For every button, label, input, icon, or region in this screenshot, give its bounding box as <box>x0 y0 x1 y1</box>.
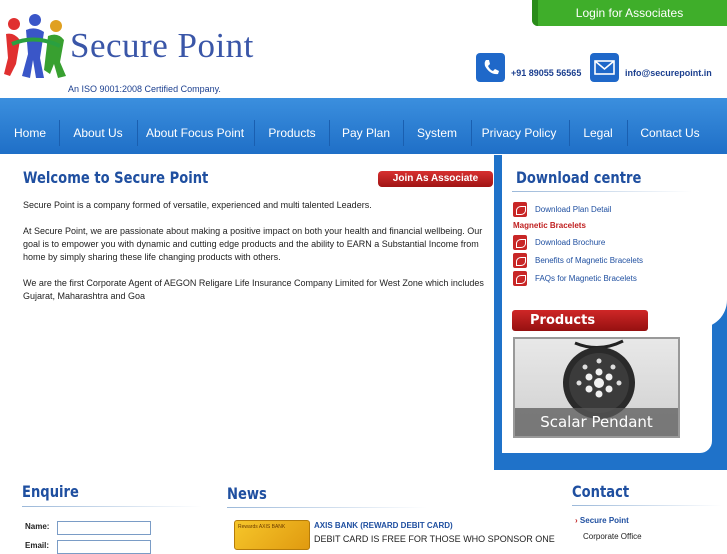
nav-divider <box>59 120 60 146</box>
nav-system[interactable]: System <box>416 126 457 140</box>
nav-products[interactable]: Products <box>268 126 316 140</box>
pdf-icon <box>513 202 527 217</box>
email-address[interactable]: info@securepoint.in <box>625 68 712 78</box>
name-input[interactable] <box>57 521 151 535</box>
news-text: DEBIT CARD IS FREE FOR THOSE WHO SPONSOR ONE <box>314 534 555 544</box>
contact-title: Contact <box>572 482 630 501</box>
welcome-title: Welcome to Secure Point <box>23 168 209 187</box>
nav-about-focus-point[interactable]: About Focus Point <box>145 126 245 140</box>
nav-pay-plan[interactable]: Pay Plan <box>341 126 391 140</box>
name-label: Name: <box>25 522 50 531</box>
login-associates-button[interactable]: Login for Associates <box>532 0 727 26</box>
nav-divider <box>471 120 472 146</box>
logo-text[interactable]: Secure Point <box>70 26 254 65</box>
nav-legal[interactable]: Legal <box>583 126 613 140</box>
news-title: News <box>227 484 267 503</box>
contact-item <box>575 516 629 525</box>
pdf-icon <box>513 271 527 286</box>
download-link[interactable]: Benefits of Magnetic Bracelets <box>535 256 644 265</box>
nav-privacy-policy[interactable]: Privacy Policy <box>481 126 557 140</box>
divider <box>512 191 692 192</box>
tagline: An ISO 9001:2008 Certified Company. <box>68 84 221 94</box>
products-header: Products <box>512 310 648 331</box>
join-associate-button[interactable]: Join As Associate <box>378 171 493 187</box>
divider <box>22 506 202 507</box>
download-link[interactable]: Download Brochure <box>535 238 606 247</box>
mail-icon <box>590 53 619 82</box>
site-header <box>0 0 727 98</box>
contact-item-label: Corporate Office <box>583 532 642 541</box>
phone-number: +91 89055 56565 <box>511 68 582 78</box>
phone-icon <box>476 53 505 82</box>
nav-divider <box>403 120 404 146</box>
welcome-paragraph: At Secure Point, we are passionate about making a positive impact on both your health and financial wellbeing. Our goal is to empower you with dynamic and cutting edge products and the ability to EARN a Substantial Income from home by simply sharing these life changing products with others. <box>23 226 483 262</box>
main-nav <box>0 98 727 154</box>
divider <box>227 507 427 508</box>
nav-about-us[interactable]: About Us <box>73 126 123 140</box>
logo-figures-icon <box>2 14 68 80</box>
news-card-image[interactable]: Rewards AXIS BANK <box>234 520 310 550</box>
contact-item-label: Secure Point <box>579 516 629 525</box>
enquire-title: Enquire <box>22 482 79 501</box>
product-image[interactable] <box>513 337 680 438</box>
nav-home[interactable]: Home <box>13 126 46 140</box>
arrow-icon: › <box>575 516 578 525</box>
product-caption: Scalar Pendant <box>515 408 678 436</box>
download-title: Download centre <box>516 168 642 187</box>
email-label: Email: <box>25 541 50 550</box>
divider <box>572 505 722 506</box>
welcome-paragraph: We are the first Corporate Agent of AEGON Religare Life Insurance Company Limited for West Zone which includes Gujarat, Maharashtra and Goa <box>23 278 484 301</box>
nav-divider <box>329 120 330 146</box>
pdf-icon <box>513 235 527 250</box>
pdf-icon <box>513 253 527 268</box>
welcome-paragraph: Secure Point is a company formed of versatile, experienced and multi talented Leaders. <box>23 200 372 210</box>
email-input[interactable] <box>57 540 151 554</box>
download-subheading: Magnetic Bracelets <box>513 221 586 230</box>
nav-divider <box>137 120 138 146</box>
nav-divider <box>627 120 628 146</box>
download-link[interactable]: FAQs for Magnetic Bracelets <box>535 274 637 283</box>
nav-contact-us[interactable]: Contact Us <box>640 126 700 140</box>
nav-divider <box>254 120 255 146</box>
download-link[interactable]: Download Plan Detail <box>535 205 612 214</box>
nav-divider <box>569 120 570 146</box>
news-headline[interactable]: AXIS BANK (REWARD DEBIT CARD) <box>314 521 453 530</box>
